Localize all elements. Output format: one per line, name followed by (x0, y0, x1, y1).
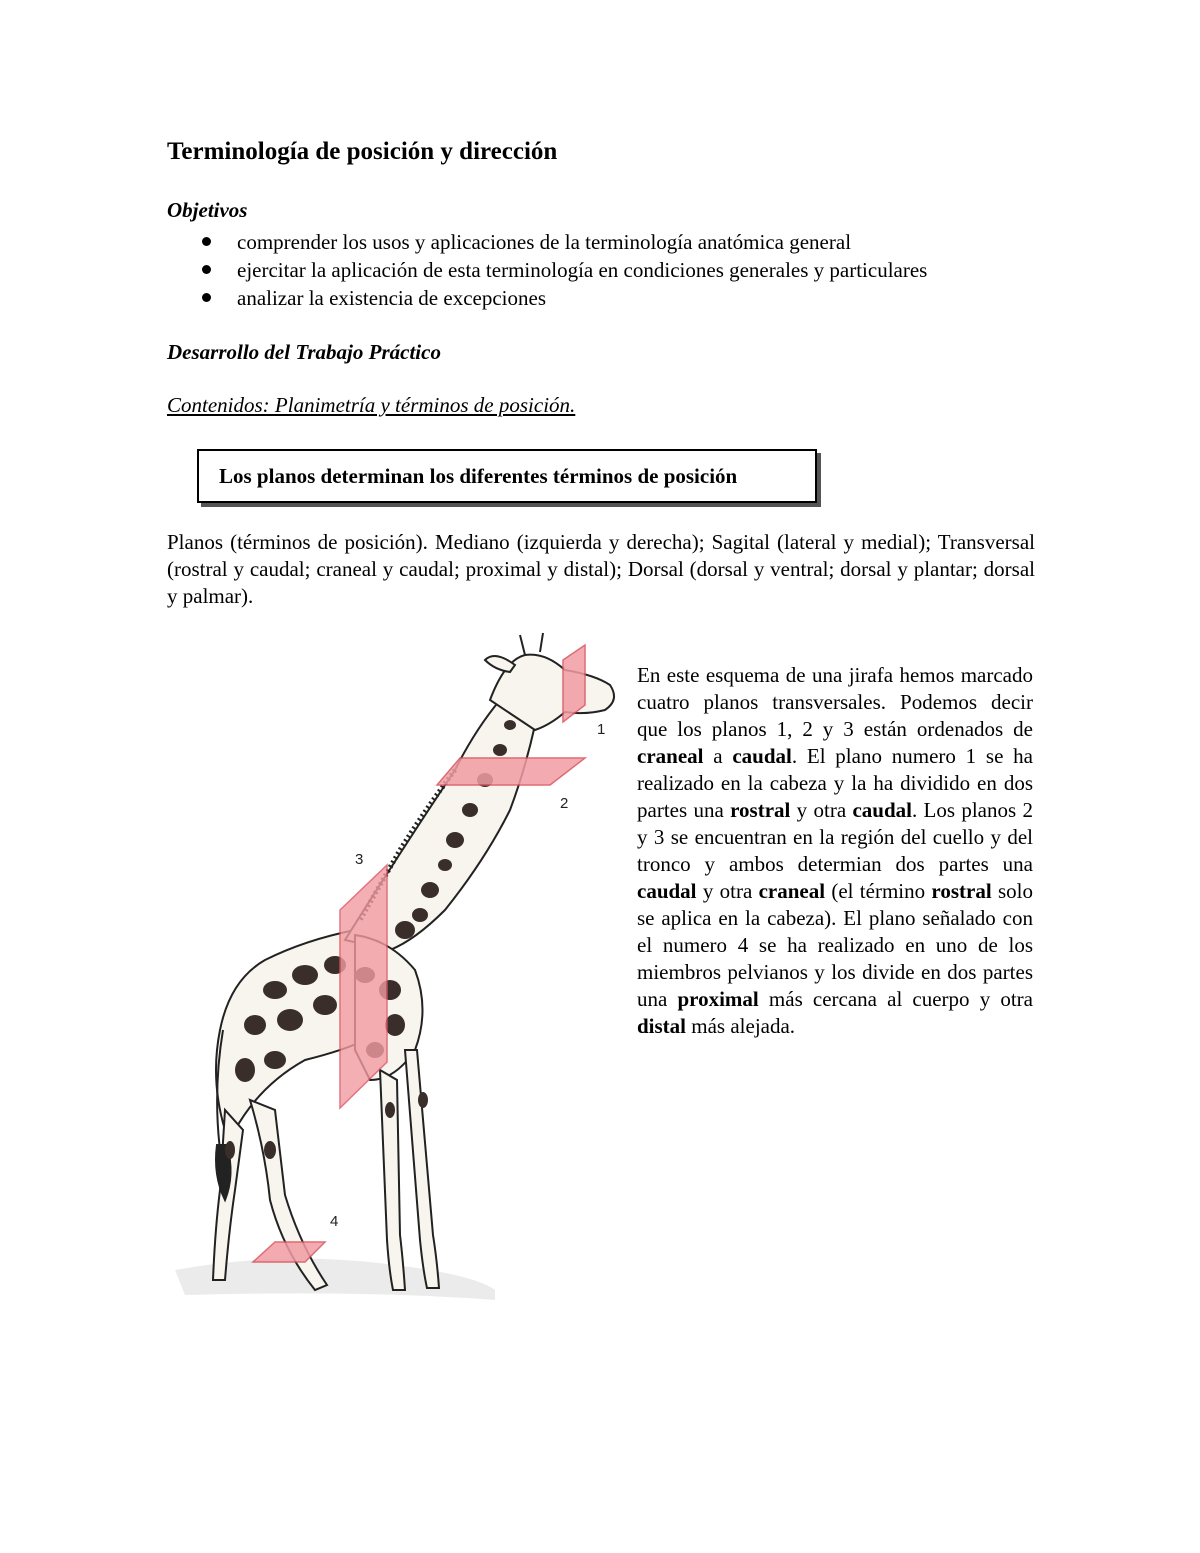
objectives-list (167, 228, 1067, 312)
giraffe-front-leg (380, 1070, 405, 1290)
description-text: En este esquema de una jirafa hemos marcado cuatro planos transversales. Podemos decir que los planos 1, 2 y 3 están ordenados de (637, 663, 1033, 741)
description-text: (el término (825, 879, 932, 903)
giraffe-hind-leg (213, 1110, 243, 1280)
giraffe-front-leg-2 (405, 1050, 439, 1288)
page-title: Terminología de posición y dirección (167, 138, 558, 165)
description-text: a (703, 744, 733, 768)
term-caudal: caudal (637, 879, 697, 903)
giraffe-illustration (213, 633, 614, 1290)
description-text: y otra (790, 798, 853, 822)
term-rostral: rostral (931, 879, 992, 903)
planes-statement-box (197, 449, 817, 503)
giraffe-description-paragraph (637, 662, 1033, 1040)
objectives-heading: Objetivos (167, 198, 248, 222)
term-caudal: caudal (732, 744, 792, 768)
contents-line: Contenidos: Planimetría y términos de posición. (167, 393, 576, 417)
giraffe-ear (485, 656, 515, 672)
term-craneal: craneal (758, 879, 826, 903)
giraffe-planes-figure (165, 630, 625, 1320)
objective-item: analizar la existencia de excepciones (167, 284, 1067, 312)
term-craneal: craneal (637, 744, 704, 768)
term-caudal: caudal (852, 798, 912, 822)
giraffe-ossicones (520, 633, 543, 655)
plane-label-1: 1 (597, 721, 606, 738)
objective-item: comprender los usos y aplicaciones de la terminología anatómica general (167, 228, 1067, 256)
planes-statement-text: Los planos determinan los diferentes términos de posición (219, 463, 738, 488)
term-rostral: rostral (730, 798, 791, 822)
planes-paragraph: Planos (términos de posición). Mediano (izquierda y derecha); Sagital (lateral y medial); Transversal (rostral y caudal; craneal y caudal; proximal y distal); Dorsal (dorsal y ventral; dorsal y plantar; dorsal y palmar). (167, 530, 1035, 608)
plane-label-4: 4 (330, 1213, 339, 1230)
term-distal: distal (637, 1014, 687, 1038)
plane-2-shape (437, 758, 585, 785)
description-text: solo se aplica en la cabeza). El plano señalado con el numero 4 se ha realizado en uno de los miembros pelvianos y los divide en dos partes una (637, 879, 1033, 1011)
description-text: . El plano numero 1 se ha realizado en la cabeza y la ha dividido en dos partes una (637, 744, 1033, 822)
plane-label-2: 2 (560, 795, 569, 812)
description-text: y otra (696, 879, 759, 903)
description-text: más cercana al cuerpo y otra (758, 987, 1033, 1011)
plane-label-3: 3 (355, 851, 364, 868)
objective-item: ejercitar la aplicación de esta terminología en condiciones generales y particulares (167, 256, 1067, 284)
term-proximal: proximal (677, 987, 759, 1011)
development-heading: Desarrollo del Trabajo Práctico (167, 340, 441, 364)
description-text: más alejada. (686, 1014, 796, 1038)
description-text: . Los planos 2 y 3 se encuentran en la región del cuello y del tronco y ambos determian dos partes una (637, 798, 1033, 876)
